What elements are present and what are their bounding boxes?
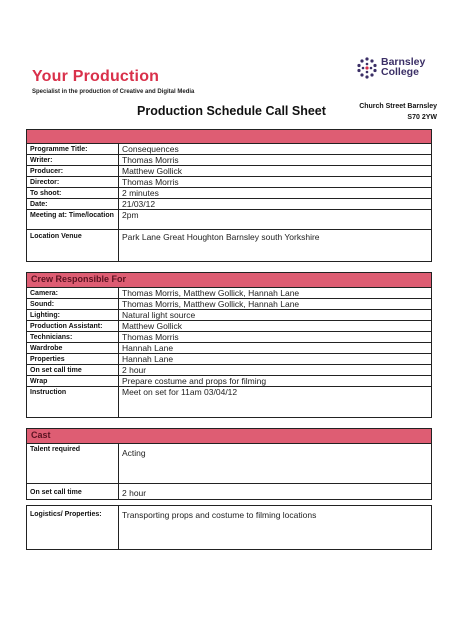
row-value: Thomas Morris, Matthew Gollick, Hannah Lane xyxy=(122,288,300,298)
row-value: Meet on set for 11am 03/04/12 xyxy=(119,387,432,417)
row-label: Producer: xyxy=(27,166,119,177)
row-value: Transporting props and costume to filming locations xyxy=(122,510,317,520)
row-value: 2 hour xyxy=(119,365,432,376)
address-line-1: Church Street Barnsley xyxy=(359,103,437,110)
address-line-2: S70 2YW xyxy=(407,114,437,121)
document-title: Production Schedule Call Sheet xyxy=(137,104,326,118)
row-label: Wrap xyxy=(27,376,119,387)
row-label: Logistics/ Properties: xyxy=(27,506,119,549)
crew-section-band xyxy=(27,273,431,288)
row-label: Production Assistant: xyxy=(27,321,119,332)
row-label: Instruction xyxy=(27,387,119,417)
row-label: Camera: xyxy=(27,288,119,299)
row-value: Matthew Gollick xyxy=(119,166,432,177)
cast-table xyxy=(27,444,431,499)
row-label: Meeting at: Time/location xyxy=(27,210,119,230)
row-label: Writer: xyxy=(27,155,119,166)
table-row xyxy=(27,166,431,177)
production-section-band xyxy=(27,130,431,144)
row-value: Hannah Lane xyxy=(119,354,432,365)
college-address xyxy=(359,101,437,123)
table-row xyxy=(27,210,431,230)
row-value: Acting xyxy=(122,448,146,458)
table-row xyxy=(27,288,431,299)
row-label: Sound: xyxy=(27,299,119,310)
college-name: Barnsley College xyxy=(381,56,426,78)
cast-section-title: Cast xyxy=(31,430,51,440)
company-name: Your Production xyxy=(32,68,160,85)
row-value: Prepare costume and props for filming xyxy=(119,376,432,387)
row-value: 2 hour xyxy=(119,483,432,499)
production-details-section xyxy=(26,129,432,262)
row-label: Lighting: xyxy=(27,310,119,321)
row-value: 2 minutes xyxy=(119,188,432,199)
crew-section xyxy=(26,272,432,418)
row-label: Talent required xyxy=(27,444,119,483)
row-label: Programme Title: xyxy=(27,144,119,155)
table-row xyxy=(27,343,431,354)
row-value: Thomas Morris xyxy=(119,155,432,166)
college-logo-icon xyxy=(355,56,379,80)
row-label: On set call time xyxy=(27,483,119,499)
cast-section xyxy=(26,428,432,500)
table-row xyxy=(27,199,431,210)
table-row xyxy=(27,177,431,188)
row-value: Consequences xyxy=(122,144,179,154)
production-table xyxy=(27,144,431,261)
table-row xyxy=(27,230,431,261)
table-row xyxy=(27,354,431,365)
table-row xyxy=(27,188,431,199)
row-label: Wardrobe xyxy=(27,343,119,354)
row-value: Park Lane Great Houghton Barnsley south Yorkshire xyxy=(119,230,432,261)
table-row xyxy=(27,310,431,321)
row-label: To shoot: xyxy=(27,188,119,199)
company-tagline: Specialist in the production of Creative and Digital Media xyxy=(32,89,195,95)
row-value: 2pm xyxy=(119,210,432,230)
table-row xyxy=(27,321,431,332)
table-row xyxy=(27,483,431,499)
row-label: Technicians: xyxy=(27,332,119,343)
crew-table xyxy=(27,288,431,417)
table-row xyxy=(27,444,431,483)
cast-section-band xyxy=(27,429,431,444)
table-row xyxy=(27,387,431,417)
table-row xyxy=(27,365,431,376)
row-label: Director: xyxy=(27,177,119,188)
logistics-section xyxy=(26,505,432,550)
table-row xyxy=(27,332,431,343)
row-label: On set call time xyxy=(27,365,119,376)
row-label: Date: xyxy=(27,199,119,210)
table-row xyxy=(27,506,431,549)
row-value: Thomas Morris, Matthew Gollick, Hannah Lane xyxy=(119,299,432,310)
logistics-table xyxy=(27,506,431,549)
table-row xyxy=(27,299,431,310)
row-value: Thomas Morris xyxy=(119,332,432,343)
table-row xyxy=(27,376,431,387)
table-row xyxy=(27,144,431,155)
row-value: Hannah Lane xyxy=(119,343,432,354)
row-label: Properties xyxy=(27,354,119,365)
row-value: Natural light source xyxy=(119,310,432,321)
college-logo xyxy=(355,56,435,82)
row-value: Matthew Gollick xyxy=(119,321,432,332)
table-row xyxy=(27,155,431,166)
row-label: Location Venue xyxy=(27,230,119,261)
row-value: Thomas Morris xyxy=(119,177,432,188)
row-value: 21/03/12 xyxy=(119,199,432,210)
crew-section-title: Crew Responsible For xyxy=(31,274,127,284)
